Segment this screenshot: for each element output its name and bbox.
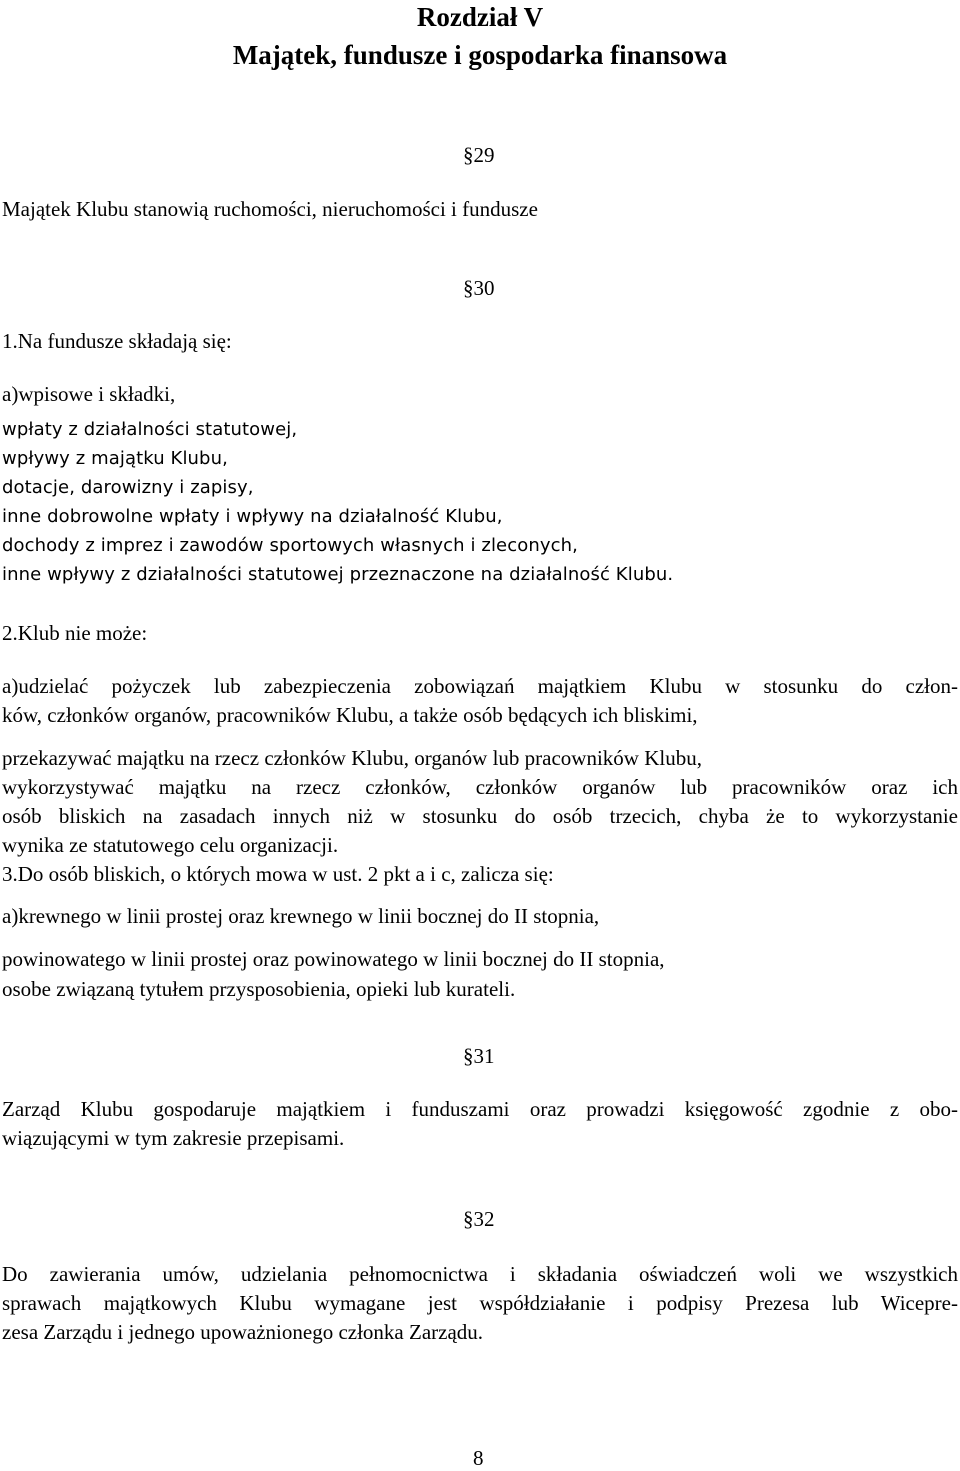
s31-line2: wiązującymi w tym zakresie przepisami. xyxy=(2,1126,345,1150)
s30-p3-b: powinowatego w linii prostej oraz powinowatego w linii bocznej do II stopnia, xyxy=(2,947,665,971)
chapter-title: Rozdział V xyxy=(416,2,544,32)
s30-p3-a: a)krewnego w linii prostej oraz krewnego w linii bocznej do II stopnia, xyxy=(2,904,600,928)
s30-p2-c-line2-text: osób bliskich na zasadach innych niż w stosunku do osób trzecich, chyba że to wykorzystanie xyxy=(2,804,958,828)
s30-p2-c-line1 xyxy=(2,774,958,800)
s30-p2-c-line1-text: wykorzystywać majątku na rzecz członków, członków organów lub pracowników oraz ich xyxy=(2,775,958,799)
s30-p2-a-line2: ków, członków organów, pracowników Klubu, a także osób będących ich bliskimi, xyxy=(2,703,698,727)
s32-line2 xyxy=(2,1290,958,1316)
chapter-subtitle: Majątek, fundusze i gospodarka finansowa xyxy=(232,40,728,70)
s30-p1-item: wpłaty z działalności statutowej, xyxy=(2,419,298,440)
section-29-text: Majątek Klubu stanowią ruchomości, nieruchomości i fundusze xyxy=(2,197,538,221)
s30-p1-item: wpływy z majątku Klubu, xyxy=(2,448,228,469)
s30-p1-item: dotacje, darowizny i zapisy, xyxy=(2,477,254,498)
s30-p2-intro: 2.Klub nie może: xyxy=(2,621,148,645)
s30-p1-item: inne wpływy z działalności statutowej przeznaczone na działalność Klubu. xyxy=(2,564,674,585)
s32-line2-text: sprawach majątkowych Klubu wymagane jest współdziałanie i podpisy Prezesa lub Wicepre- xyxy=(2,1291,958,1315)
section-31-mark: §31 xyxy=(463,1044,495,1068)
section-30-mark: §30 xyxy=(463,276,495,300)
page-number: 8 xyxy=(473,1446,484,1470)
s32-line1 xyxy=(2,1261,958,1287)
s30-p1-a: a)wpisowe i składki, xyxy=(2,382,176,406)
s32-line3: zesa Zarządu i jednego upoważnionego członka Zarządu. xyxy=(2,1320,484,1344)
s32-line1-text: Do zawierania umów, udzielania pełnomocnictwa i składania oświadczeń woli we wszystkich xyxy=(2,1262,958,1286)
s30-p2-a-line1 xyxy=(2,673,958,699)
s31-line1-text: Zarząd Klubu gospodaruje majątkiem i funduszami oraz prowadzi księgowość zgodnie z obo- xyxy=(2,1097,958,1121)
s30-p1-item: dochody z imprez i zawodów sportowych własnych i zleconych, xyxy=(2,535,578,556)
s30-p2-a-line1-text: a)udzielać pożyczek lub zabezpieczenia zobowiązań majątkiem Klubu w stosunku do człon- xyxy=(2,674,958,698)
s30-p3-intro: 3.Do osób bliskich, o których mowa w ust. 2 pkt a i c, zalicza się: xyxy=(2,862,554,886)
section-29-mark: §29 xyxy=(463,143,495,167)
s30-p2-c-line3: wynika ze statutowego celu organizacji. xyxy=(2,833,339,857)
s31-line1 xyxy=(2,1096,958,1122)
s30-p3-c: osobe związaną tytułem przysposobienia, opieki lub kurateli. xyxy=(2,977,516,1001)
s30-p2-b: przekazywać majątku na rzecz członków Klubu, organów lub pracowników Klubu, xyxy=(2,746,702,770)
s30-p1-item: inne dobrowolne wpłaty i wpływy na działalność Klubu, xyxy=(2,506,503,527)
s30-p1-intro: 1.Na fundusze składają się: xyxy=(2,329,232,353)
section-32-mark: §32 xyxy=(463,1207,495,1231)
s30-p2-c-line2 xyxy=(2,803,958,829)
